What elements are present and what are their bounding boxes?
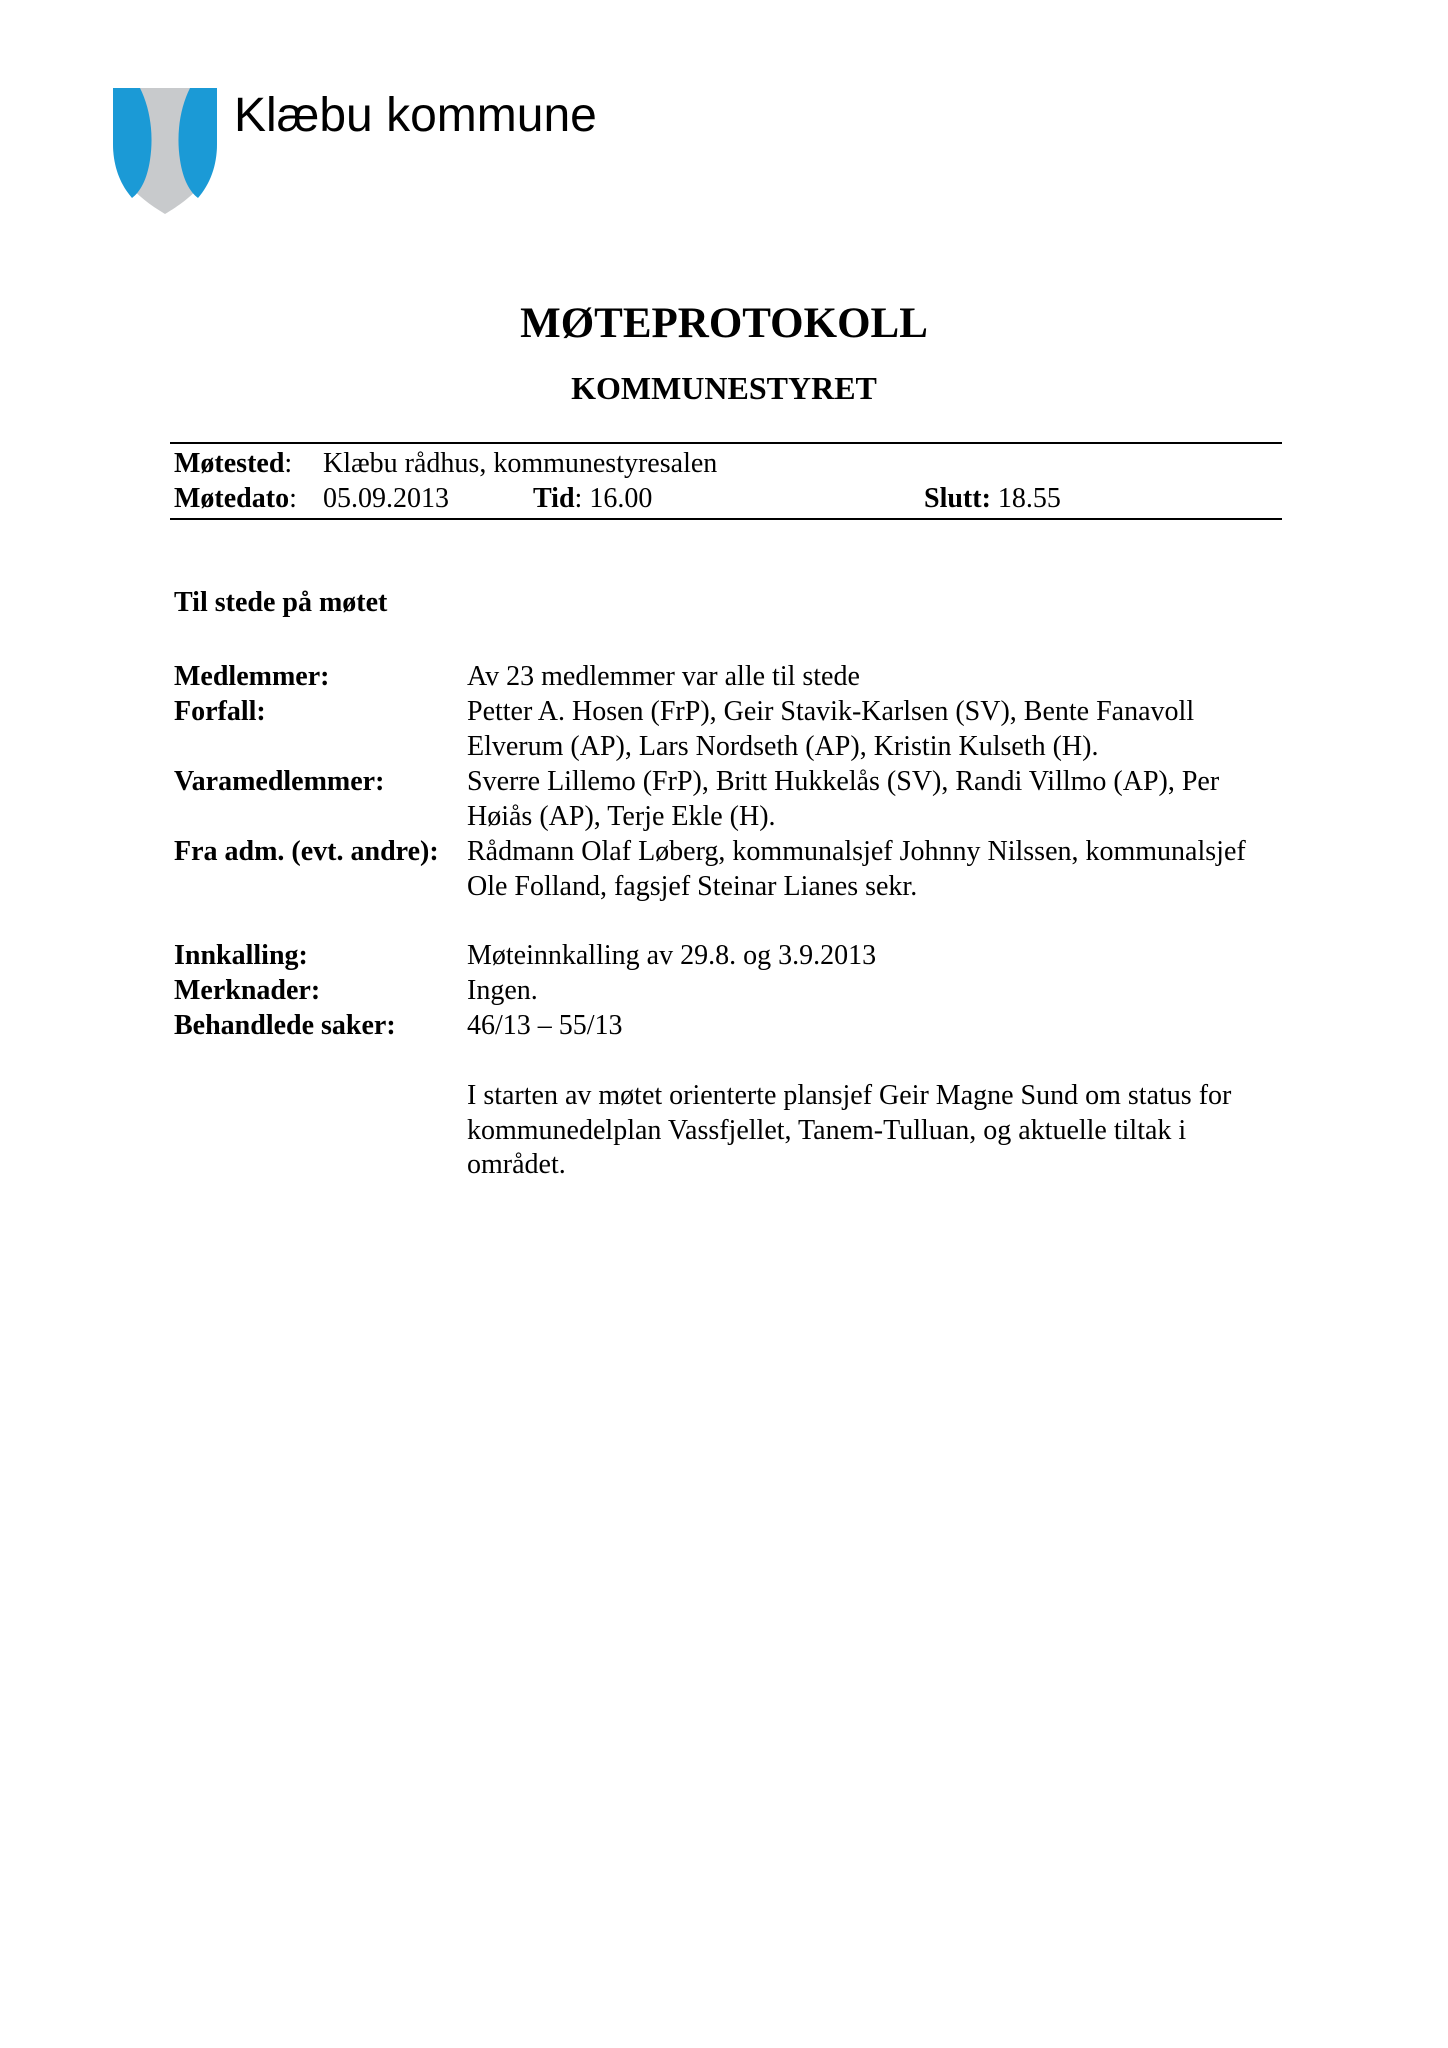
meeting-note: I starten av møtet orienterte plansjef Geir Magne Sund om status for kommunedelplan Vassfjellet, Tanem-Tulluan, og aktuelle tiltak i området. [467,1080,1232,1181]
municipality-coat-of-arms-logo [110,86,220,216]
meeting-date-value: 05.09.2013 [323,483,449,514]
admin-value: Rådmann Olaf Løberg, kommunalsjef Johnny Nilssen, kommunalsjef Ole Folland, fagsjef Steinar Lianes sekr. [467,836,1246,902]
meeting-date-row: Møtedato: [174,483,297,514]
page-subtitle: KOMMUNESTYRET [571,370,877,406]
absent-value: Petter A. Hosen (FrP), Geir Stavik-Karlsen (SV), Bente Fanavoll Elverum (AP), Lars Nordseth (AP), Kristin Kulseth (H). [467,696,1195,762]
members-value: Av 23 medlemmer var alle til stede [467,661,860,692]
page-title: MØTEPROTOKOLL [520,300,928,347]
members-label: Medlemmer: [174,661,330,692]
meeting-place-row: Møtested: [174,448,293,479]
meeting-time-label: Tid [533,483,575,514]
meeting-time-value: 16.00 [589,483,653,514]
summons-value: Møteinnkalling av 29.8. og 3.9.2013 [467,940,877,971]
meeting-date-label: Møtedato [174,483,290,514]
remarks-label: Merknader: [174,975,321,1006]
deputies-value: Sverre Lillemo (FrP), Britt Hukkelås (SV), Randi Villmo (AP), Per Høiås (AP), Terje Ekle (H). [467,766,1220,832]
meeting-place-label: Møtested [174,448,285,479]
bottom-divider [170,518,1282,520]
deputies-label: Varamedlemmer: [174,766,385,797]
meeting-time-row: Tid: 16.00 [533,483,653,514]
meeting-place-value: Klæbu rådhus, kommunestyresalen [323,448,718,479]
remarks-value: Ingen. [467,975,538,1006]
cases-label: Behandlede saker: [174,1010,396,1041]
meeting-end-label: Slutt: [924,483,991,514]
meeting-end-value: 18.55 [997,483,1061,514]
absent-label: Forfall: [174,696,266,727]
top-divider [170,442,1282,444]
meeting-end-row [924,482,1061,516]
summons-label: Innkalling: [174,940,308,971]
organization-name: Klæbu kommune [234,89,597,142]
attendance-heading: Til stede på møtet [174,587,388,618]
admin-label: Fra adm. (evt. andre): [174,836,439,867]
cases-value: 46/13 – 55/13 [467,1010,623,1041]
